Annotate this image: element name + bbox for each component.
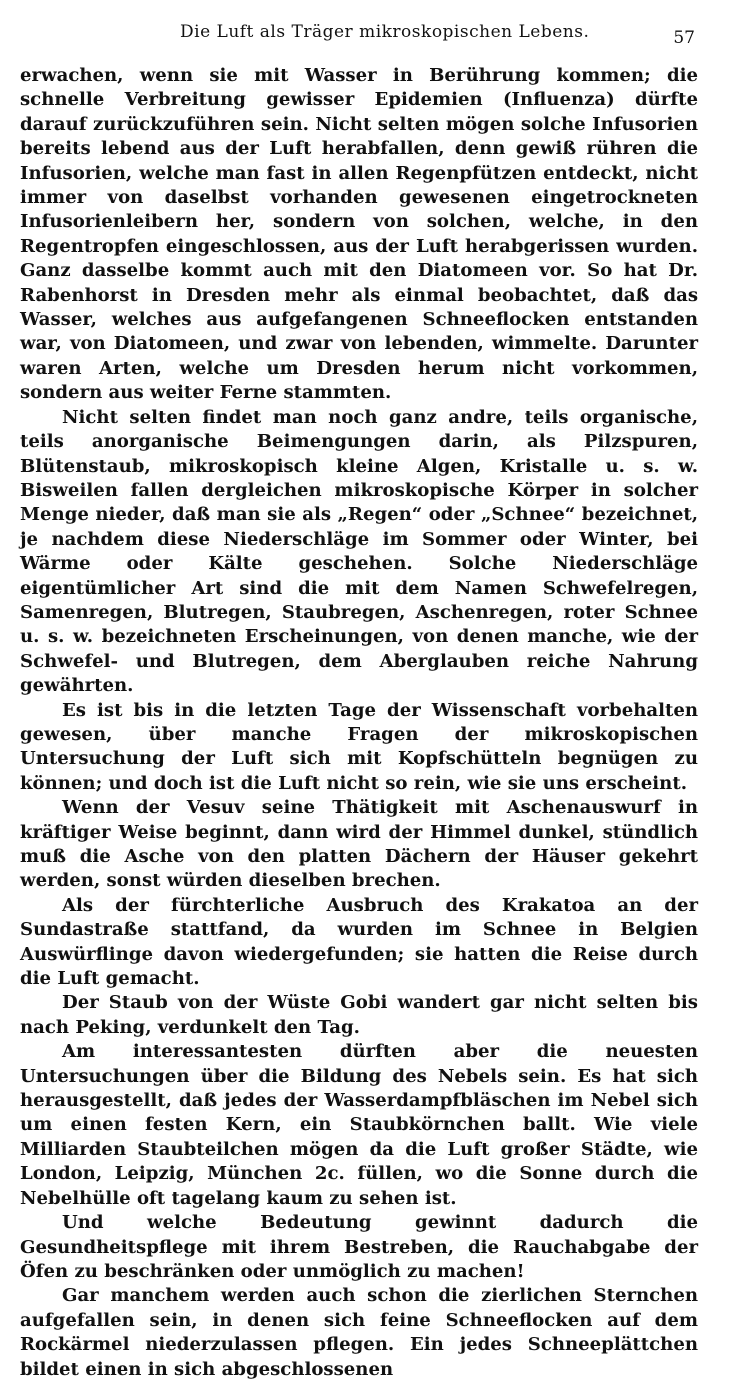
paragraph: Der Staub von der Wüste Gobi wandert gar nicht selten bis nach Peking, verdunkelt den Tag. <box>20 992 698 1038</box>
paragraph: Am interessantesten dürften aber die neuesten Untersuchungen über die Bildung des Nebels sein. Es hat sich herausgestellt, daß jedes der Wasserdampfbläschen im Nebel sich um einen festen Kern, ein Staubkörnchen ballt. Wie viele Milliarden Staubteilchen mögen da die Luft großer Städte, wie London, Leipzig, München 2c. füllen, wo die Sonne durch die Nebelhülle oft tagelang kaum zu sehen ist. <box>20 1041 698 1209</box>
paragraph: Wenn der Vesuv seine Thätigkeit mit Aschenauswurf in kräftiger Weise beginnt, dann wird der Himmel dunkel, stündlich muß die Asche von den platten Dächern der Häuser gekehrt werden, sonst würden dieselben brechen. <box>20 797 698 892</box>
paragraph: Gar manchem werden auch schon die zierlichen Sternchen aufgefallen sein, in denen sich feine Schneeflocken auf dem Rockärmel niederzulassen pflegen. Ein jedes Schneeplättchen bildet einen in sich abgeschlossenen <box>20 1285 698 1380</box>
paragraph: Und welche Bedeutung gewinnt dadurch die Gesundheitspflege mit ihrem Bestreben, die Rauchabgabe der Öfen zu beschränken oder unmöglich zu machen! <box>20 1212 698 1282</box>
running-title: Die Luft als Träger mikroskopischen Lebens. <box>180 22 590 42</box>
paragraph: Als der fürchterliche Ausbruch des Krakatoa an der Sundastraße stattfand, da wurden im Schnee in Belgien Auswürflinge davon wiedergefunden; sie hatten die Reise durch die Luft gemacht. <box>20 894 698 990</box>
paragraph: erwachen, wenn sie mit Wasser in Berührung kommen; die schnelle Verbreitung gewisser Epidemien (Influenza) dürfte darauf zurückzuführen sein. Nicht selten mögen solche Infusorien bereits lebend aus der Luft herabfallen, denn gewiß rühren die Infusorien, welche man fast in allen Regenpfützen entdeckt, nicht immer von daselbst vorhanden gewesenen eingetrockneten Infusorienleibern her, sondern von solchen, welche, in den Regentropfen eingeschlossen, aus der Luft herabgerissen wurden. Ganz dasselbe kommt auch mit den Diatomeen vor. So hat Dr. Rabenhorst in Dresden mehr als einmal beobachtet, daß das Wasser, welches aus aufgefangenen Schneeflocken entstanden war, von Diatomeen, und zwar von lebenden, wimmelte. Darunter waren Arten, welche um Dresden herum nicht vorkommen, sondern aus weiter Ferne stammten. <box>20 65 698 404</box>
body-text <box>20 64 698 1382</box>
page-header <box>0 22 737 54</box>
paragraph: Es ist bis in die letzten Tage der Wissenschaft vorbehalten gewesen, über manche Fragen der mikroskopischen Untersuchung der Luft sich mit Kopfschütteln begnügen zu können; und doch ist die Luft nicht so rein, wie sie uns erscheint. <box>20 699 698 794</box>
paragraph: Nicht selten findet man noch ganz andre, teils organische, teils anorganische Beimengungen darin, als Pilzspuren, Blütenstaub, mikroskopisch kleine Algen, Kristalle u. s. w. Bisweilen fallen dergleichen mikroskopische Körper in solcher Menge nieder, daß man sie als „Regen“ oder „Schnee“ bezeichnet, je nachdem diese Niederschläge im Sommer oder Winter, bei Wärme oder Kälte geschehen. Solche Niederschläge eigentümlicher Art sind die mit dem Namen Schwefelregen, Samenregen, Blutregen, Staubregen, Aschenregen, roter Schnee u. s. w. bezeichneten Erscheinungen, von denen manche, wie der Schwefel- und Blutregen, dem Aberglauben reiche Nahrung gewährten. <box>20 406 698 697</box>
page-number: 57 <box>673 28 695 48</box>
